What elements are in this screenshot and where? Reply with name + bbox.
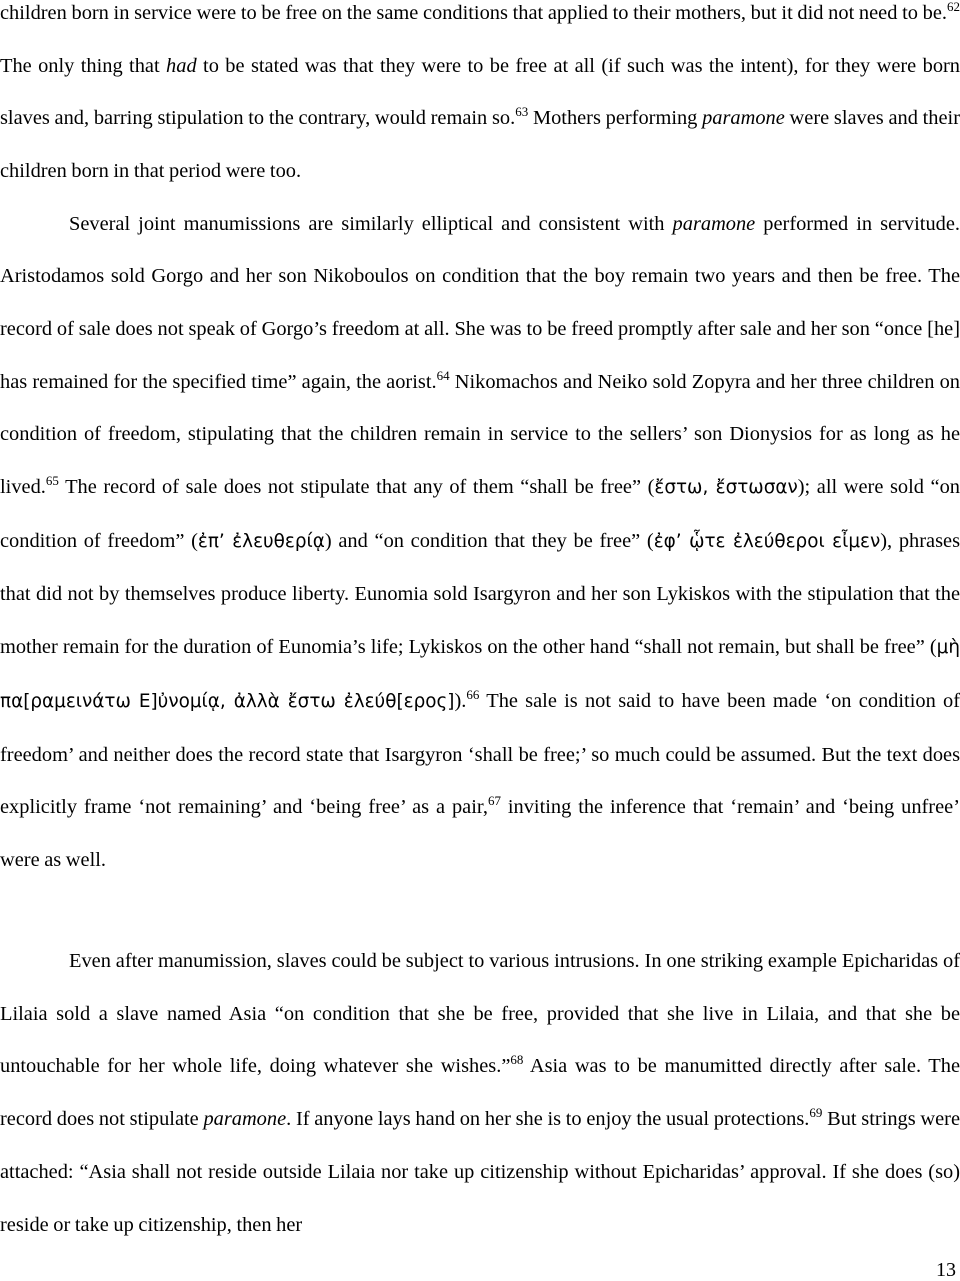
footnote-ref: 65	[45, 473, 59, 489]
greek-quote: μὴ πα[ραμεινάτω Ε]ὐνομίᾳ, ἀλλὰ ἔστω ἐλεύθ[ερος]	[0, 637, 960, 712]
italic-term: paramone	[203, 1108, 287, 1131]
text-run: ); all were sold “on condition of freedom” (	[0, 476, 960, 552]
italic-term: paramone	[702, 107, 785, 130]
text-run: Mothers performing	[528, 107, 703, 130]
italic-term: paramone	[672, 212, 756, 235]
text-run: Several joint manumissions are similarly elliptical and consistent with	[69, 212, 673, 235]
footnote-ref: 62	[947, 0, 960, 14]
footnote-ref: 69	[809, 1105, 823, 1121]
greek-quote: ἔστω, ἔστωσαν	[654, 477, 798, 499]
text-run: ), phrases that did not by themselves produce liberty. Eunomia sold Isargyron and her son Lykiskos with the stipulation that the mother remain for the duration of Eunomia’s life; Lykiskos on the other hand “shall not remain, but shall be free” (	[0, 529, 960, 659]
footnote-ref: 67	[487, 793, 501, 809]
greek-quote: ἐπ’ ἐλευθερίᾳ	[197, 530, 325, 552]
text-run: children born in service were to be free on the same conditions that applied to their mothers, but it did not need to be.	[0, 2, 947, 24]
text-run: ) and “on condition that they be free” (	[324, 529, 654, 552]
text-run: The sale is not said to have been made ‘on condition of freedom’ and neither does the record state that Isargyron ‘shall be free;’ so much could be assumed. But the text does explicitly frame ‘not remaining’ and ‘being free’ as a pair,	[0, 689, 960, 819]
footnote-ref: 68	[510, 1052, 524, 1068]
page-number: 13	[936, 1259, 956, 1281]
footnote-ref: 64	[436, 367, 450, 383]
paragraph	[0, 0, 960, 198]
text-run: performed in servitude. Aristodamos sold Gorgo and her son Nikoboulos on condition that the boy remain two years and then be free. The record of sale does not speak of Gorgo’s freedom at all. She was to be freed promptly after sale and her son “once [he] has remained for the specified time” again, the aorist.	[0, 212, 960, 393]
text-run: to be stated was that they were to be free at all (if such was the intent), for they were born slaves and, barring stipulation to the contrary, would remain so.	[0, 54, 960, 130]
text-run: were slaves and their children born in that period were too.	[0, 107, 960, 183]
text-run: Nikomachos and Neiko sold Zopyra and her three children on condition of freedom, stipulating that the children remain in service to the sellers’ son Dionysios for as long as he lived.	[0, 370, 960, 499]
footnote-ref: 63	[515, 104, 529, 120]
text-run: The record of sale does not stipulate that any of them “shall be free” (	[58, 476, 655, 499]
text-run: But strings were attached: “Asia shall not reside outside Lilaia nor take up citizenship without Epicharidas’ approval. If she does (so) reside or take up citizenship, then her	[0, 1108, 960, 1236]
greek-quote: ἐφ’ ᾧτε ἐλεύθεροι εἶμεν	[653, 530, 881, 552]
text-run: ).	[454, 689, 467, 712]
text-run: Asia was to be manumitted directly after sale. The record does not stipulate	[0, 1055, 960, 1131]
paragraph	[0, 935, 960, 1251]
text-run: Even after manumission, slaves could be subject to various intrusions. In one striking example Epicharidas of Lilaia sold a slave named Asia “on condition that she be free, provided that she live in Lilaia, and that she be untouchable for her whole life, doing whatever she wishes.”	[0, 950, 960, 1078]
text-run: The only thing that	[0, 54, 167, 77]
text-run: . If anyone lays hand on her she is to enjoy the usual protections.	[286, 1108, 810, 1131]
paragraph	[0, 198, 960, 887]
italic-term: had	[166, 54, 197, 77]
footnote-ref: 66	[466, 686, 480, 702]
text-run: inviting the inference that ‘remain’ and ‘being unfree’ were as well.	[0, 796, 960, 871]
